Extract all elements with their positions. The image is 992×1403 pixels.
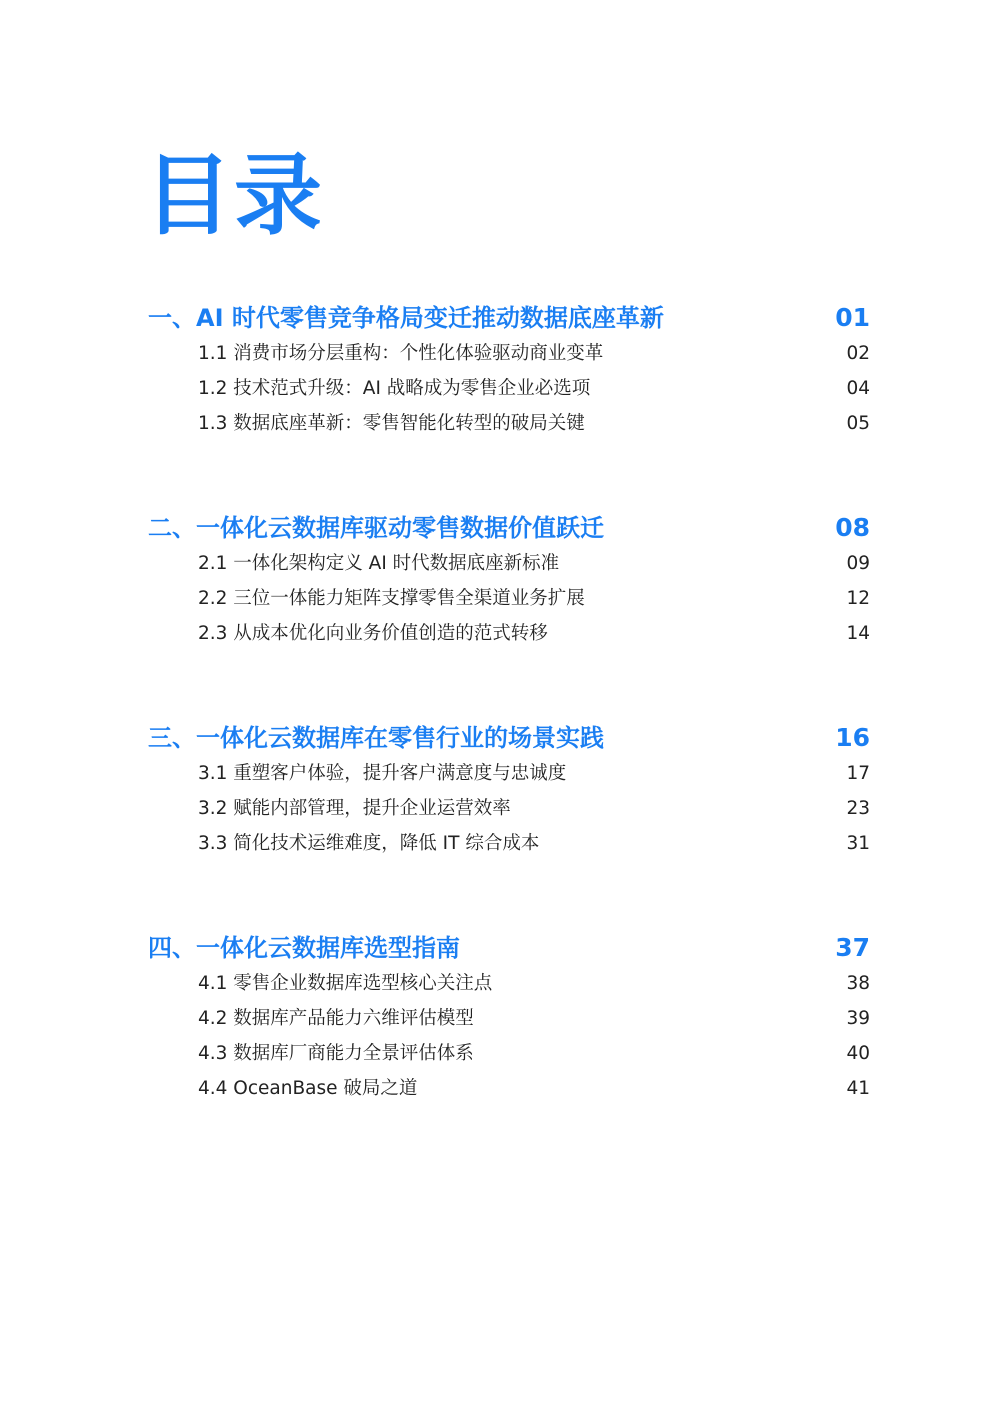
toc-item-page: 02: [846, 343, 870, 364]
toc-section-heading[interactable]: [148, 720, 870, 756]
section-page-number: 01: [835, 303, 870, 332]
toc-item-page: 41: [846, 1078, 870, 1099]
toc-item-page: 31: [846, 833, 870, 854]
toc-item[interactable]: [148, 371, 870, 406]
toc-item[interactable]: [148, 756, 870, 791]
toc-item-page: 05: [846, 413, 870, 434]
toc-item-title: 4.4 OceanBase 破局之道: [198, 1078, 418, 1099]
toc-item-title: 2.2 三位一体能力矩阵支撑零售全渠道业务扩展: [198, 588, 585, 609]
toc-item[interactable]: [148, 1036, 870, 1071]
section-page-number: 37: [835, 933, 870, 962]
toc-item-page: 12: [846, 588, 870, 609]
section-page-number: 16: [835, 723, 870, 752]
toc-item[interactable]: [148, 546, 870, 581]
toc-item[interactable]: [148, 826, 870, 861]
toc-item-title: 3.3 简化技术运维难度，降低 IT 综合成本: [198, 833, 540, 854]
toc-section-heading[interactable]: [148, 510, 870, 546]
toc-item-title: 4.2 数据库产品能力六维评估模型: [198, 1008, 474, 1029]
toc-item[interactable]: [148, 336, 870, 371]
toc-item[interactable]: [148, 1001, 870, 1036]
toc-item-page: 04: [846, 378, 870, 399]
toc-section: [148, 720, 870, 861]
toc-item-page: 40: [846, 1043, 870, 1064]
toc-section: [148, 300, 870, 441]
toc-item-title: 3.1 重塑客户体验，提升客户满意度与忠诚度: [198, 763, 567, 784]
section-title: 一、AI 时代零售竞争格局变迁推动数据底座革新: [148, 304, 664, 332]
toc-section: [148, 930, 870, 1106]
toc-item[interactable]: [148, 581, 870, 616]
toc-item-page: 09: [846, 553, 870, 574]
toc-section-heading[interactable]: [148, 300, 870, 336]
toc-item-title: 2.1 一体化架构定义 AI 时代数据底座新标准: [198, 553, 560, 574]
section-title: 二、一体化云数据库驱动零售数据价值跃迁: [148, 514, 604, 542]
toc-item-page: 23: [846, 798, 870, 819]
toc-item[interactable]: [148, 616, 870, 651]
toc-item[interactable]: [148, 966, 870, 1001]
toc-item-title: 4.1 零售企业数据库选型核心关注点: [198, 973, 493, 994]
toc-item-page: 14: [846, 623, 870, 644]
toc-item-page: 38: [846, 973, 870, 994]
section-title: 四、一体化云数据库选型指南: [148, 934, 460, 962]
toc-section: [148, 510, 870, 651]
toc-item-title: 1.3 数据底座革新：零售智能化转型的破局关键: [198, 413, 585, 434]
toc-item[interactable]: [148, 1071, 870, 1106]
toc-item-title: 4.3 数据库厂商能力全景评估体系: [198, 1043, 474, 1064]
toc-item-page: 39: [846, 1008, 870, 1029]
toc-item[interactable]: [148, 406, 870, 441]
toc-item-title: 3.2 赋能内部管理，提升企业运营效率: [198, 798, 511, 819]
toc-section-heading[interactable]: [148, 930, 870, 966]
section-title: 三、一体化云数据库在零售行业的场景实践: [148, 724, 604, 752]
toc-item-title: 1.1 消费市场分层重构：个性化体验驱动商业变革: [198, 343, 604, 364]
page-title: 目录: [144, 144, 325, 247]
toc-item-page: 17: [846, 763, 870, 784]
toc-item-title: 2.3 从成本优化向业务价值创造的范式转移: [198, 623, 548, 644]
toc-item[interactable]: [148, 791, 870, 826]
toc-item-title: 1.2 技术范式升级：AI 战略成为零售企业必选项: [198, 378, 591, 399]
section-page-number: 08: [835, 513, 870, 542]
